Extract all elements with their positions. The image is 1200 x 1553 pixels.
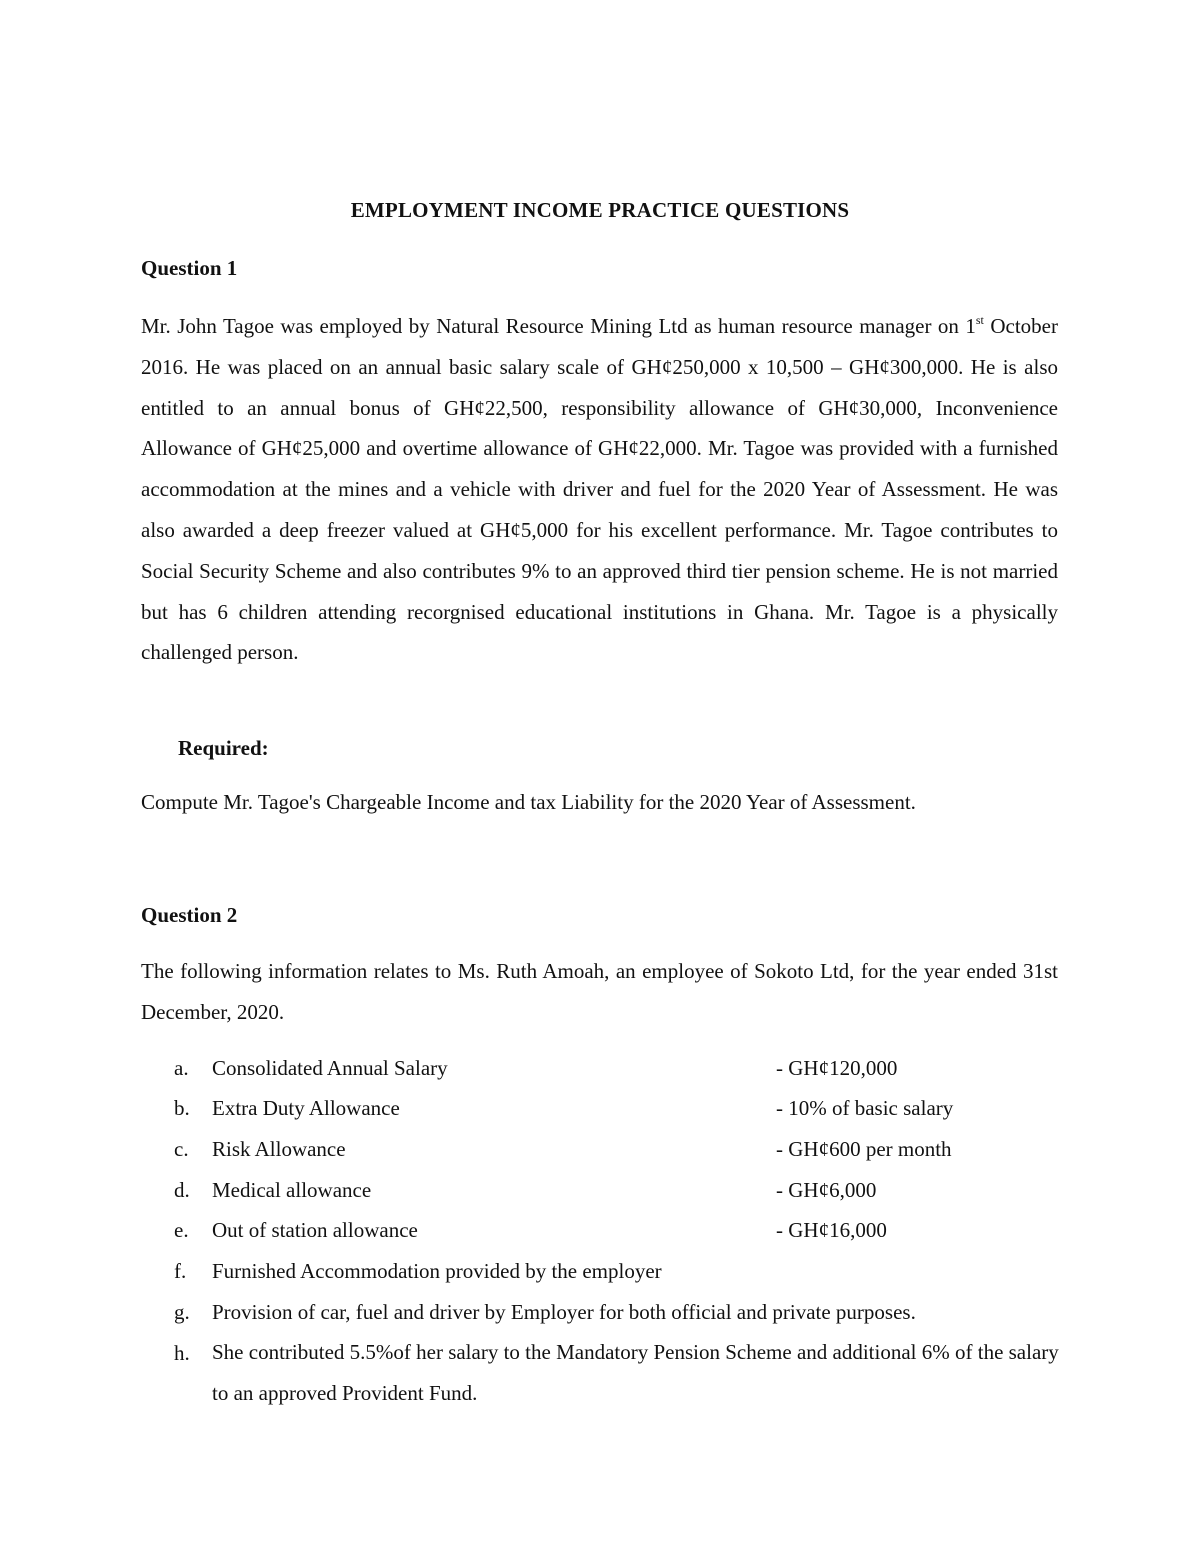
item-text: Medical allowance: [212, 1178, 372, 1202]
required-label: Required:: [178, 736, 269, 760]
required-instruction: Compute Mr. Tagoe's Chargeable Income and tax Liability for the 2020 Year of Assessment.: [141, 790, 916, 814]
item-text: Extra Duty Allowance: [212, 1096, 400, 1120]
question-1-text-start: Mr. John Tagoe was employed by Natural Resource Mining Ltd as human resource manager on 1: [141, 314, 976, 338]
item-value: - 10% of basic salary: [776, 1096, 954, 1120]
item-letter: a.: [174, 1056, 189, 1080]
item-value: - GH¢600 per month: [776, 1137, 952, 1161]
item-letter: d.: [174, 1178, 190, 1202]
item-letter: e.: [174, 1218, 189, 1242]
item-letter: g.: [174, 1300, 190, 1324]
question-2-intro: The following information relates to Ms. Ruth Amoah, an employee of Sokoto Ltd, for the year ended 31st December, 2020.: [141, 959, 1058, 1024]
question-1-heading: Question 1: [141, 256, 238, 280]
item-text: Consolidated Annual Salary: [212, 1056, 448, 1080]
item-value: - GH¢120,000: [776, 1056, 898, 1080]
document-title: EMPLOYMENT INCOME PRACTICE QUESTIONS: [350, 198, 850, 222]
item-text: Risk Allowance: [212, 1137, 346, 1161]
item-letter: h.: [174, 1341, 190, 1365]
question-1-paragraph: [141, 306, 1058, 673]
item-text: Furnished Accommodation provided by the employer: [212, 1259, 662, 1283]
item-letter: c.: [174, 1137, 189, 1161]
item-text: She contributed 5.5%of her salary to the Mandatory Pension Scheme and additional 6% of the salary to an approved Provident Fund.: [212, 1340, 1059, 1405]
item-letter: b.: [174, 1096, 190, 1120]
question-2-heading: Question 2: [141, 903, 238, 927]
item-value: - GH¢6,000: [776, 1178, 877, 1202]
item-text: Provision of car, fuel and driver by Employer for both official and private purposes.: [212, 1300, 916, 1324]
item-letter: f.: [174, 1259, 187, 1283]
item-text: Out of station allowance: [212, 1218, 418, 1242]
question-1-text-rest: October 2016. He was placed on an annual basic salary scale of GH¢250,000 x 10,500 – GH¢300,000. He is also entitled to an annual bonus of GH¢22,500, responsibility allowance of GH¢30,000, Inconvenience Allowance of GH¢25,000 and overtime allowance of GH¢22,000. Mr. Tagoe was provided with a furnished accommodation at the mines and a vehicle with driver and fuel for the 2020 Year of Assessment. He was also awarded a deep freezer valued at GH¢5,000 for his excellent performance. Mr. Tagoe contributes to Social Security Scheme and also contributes 9% to an approved third tier pension scheme. He is not married but has 6 children attending recorgnised educational institutions in Ghana. Mr. Tagoe is a physically challenged person.: [141, 314, 1058, 665]
ordinal-superscript: st: [975, 313, 984, 327]
item-value: - GH¢16,000: [776, 1218, 887, 1242]
